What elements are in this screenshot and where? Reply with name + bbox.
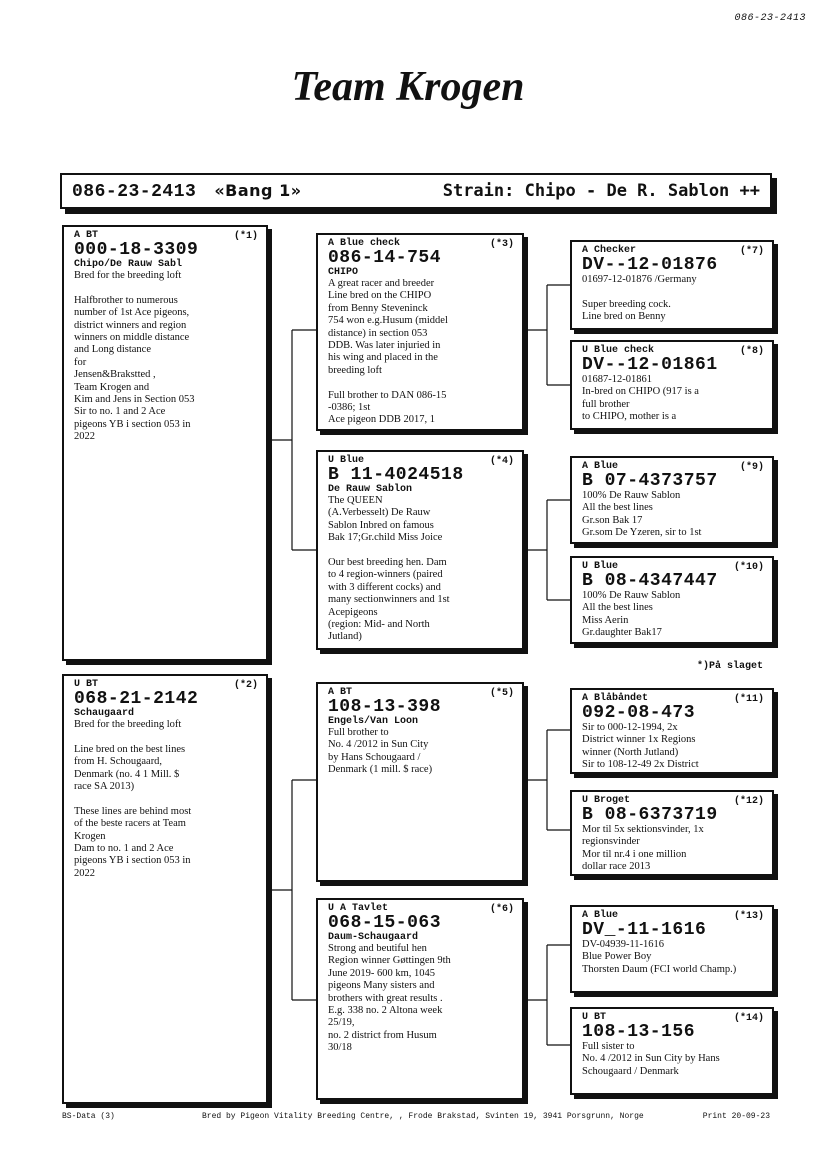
- bird-card-4: [316, 450, 524, 650]
- card-color: U Blue: [328, 455, 365, 466]
- card-position: (*12): [733, 796, 764, 807]
- card-name: Daum-Schaugaard: [328, 932, 419, 943]
- footer-breeder: Bred by Pigeon Vitality Breeding Centre, , Frode Brakstad, Svinten 19, 3941 Porsgrunn, Norge: [202, 1112, 644, 1121]
- footnote: *)På slaget: [697, 661, 764, 672]
- footer-left: BS-Data (3): [62, 1112, 115, 1121]
- bird-card-12: [570, 790, 774, 876]
- card-description: Sir to 000-12-1994, 2x District winner 1x Regions winner (North Jutland) Sir to 108-12-49 2x District: [582, 722, 699, 771]
- card-ring: B 08-6373719: [582, 805, 718, 825]
- card-description: 01697-12-01876 /Germany Super breeding cock. Line bred on Benny: [582, 274, 697, 323]
- card-position: (*13): [733, 911, 764, 922]
- card-position: (*14): [733, 1013, 764, 1024]
- document-id: 086-23-2413: [734, 13, 806, 24]
- card-ring: DV--12-01861: [582, 355, 718, 375]
- card-ring: B 08-4347447: [582, 571, 718, 591]
- card-ring: 108-13-156: [582, 1022, 696, 1042]
- card-position: (*4): [489, 456, 514, 467]
- card-description: The QUEEN (A.Verbesselt) De Rauw Sablon Inbred on famous Bak 17;Gr.child Miss Joice Our best breeding hen. Dam to 4 region-winners (paired with 3 different cocks) and many sectionwinners and 1st Acepigeons (region: Mid- and North Jutland): [328, 495, 450, 643]
- header-strain: Strain: Chipo - De R. Sablon ++: [442, 181, 760, 201]
- bird-card-dam: [62, 674, 268, 1104]
- bird-card-14: [570, 1007, 774, 1095]
- card-description: Mor til 5x sektionsvinder, 1x regionsvinder Mor til nr.4 i one million dollar race 2013: [582, 824, 704, 873]
- header-ring: 086-23-2413: [72, 182, 197, 202]
- card-description: DV-04939-11-1616 Blue Power Boy Thorsten Daum (FCI world Champ.): [582, 939, 737, 975]
- card-position: (*6): [489, 904, 514, 915]
- card-name: CHIPO: [328, 267, 359, 278]
- bird-card-11: [570, 688, 774, 774]
- card-color: U BT: [74, 679, 99, 690]
- card-ring: 092-08-473: [582, 703, 696, 723]
- card-color: A Blue: [582, 461, 619, 472]
- bird-card-7: [570, 240, 774, 330]
- card-position: (*7): [739, 246, 764, 257]
- footer-print-date: Print 20-09-23: [702, 1112, 770, 1121]
- card-position: (*1): [233, 231, 258, 242]
- card-position: (*5): [489, 688, 514, 699]
- card-name: Engels/Van Loon: [328, 716, 419, 727]
- card-description: Full brother to No. 4 /2012 in Sun City by Hans Schougaard / Denmark (1 mill. $ race): [328, 727, 433, 776]
- card-name: De Rauw Sablon: [328, 484, 413, 495]
- header-bird-name: «Bang 1»: [214, 181, 302, 200]
- bird-card-3: [316, 233, 524, 431]
- card-color: U Broget: [582, 795, 631, 806]
- card-ring: 086-14-754: [328, 248, 442, 268]
- card-position: (*8): [739, 346, 764, 357]
- card-description: A great racer and breeder Line bred on the CHIPO from Benny Steveninck 754 won e.g.Husum (middel distance) in section 053 DDB. Was later injuried in his wing and placed in the breeding loft Full brother to DAN 086-15 -0386; 1st Ace pigeon DDB 2017, 1: [328, 278, 448, 426]
- card-ring: 068-15-063: [328, 913, 442, 933]
- page-title: Team Krogen: [291, 64, 525, 110]
- bird-card-5: [316, 682, 524, 882]
- card-description: 01687-12-01861 In-bred on CHIPO (917 is a full brother to CHIPO, mother is a: [582, 374, 699, 423]
- card-ring: B 07-4373757: [582, 471, 718, 491]
- card-color: U BT: [582, 1012, 607, 1023]
- card-position: (*3): [489, 239, 514, 250]
- card-color: A Blåbåndet: [582, 693, 649, 704]
- card-color: A BT: [328, 687, 353, 698]
- bird-card-10: [570, 556, 774, 644]
- card-color: A Checker: [582, 245, 637, 256]
- card-color: U Blue check: [582, 345, 655, 356]
- card-position: (*9): [739, 462, 764, 473]
- bird-card-sire: [62, 225, 268, 661]
- bird-card-6: [316, 898, 524, 1100]
- card-ring: 108-13-398: [328, 697, 442, 717]
- card-description: Strong and beutiful hen Region winner Gøttingen 9th June 2019- 600 km, 1045 pigeons Many sisters and brothers with great results . E.g. 338 no. 2 Altona week 25/19, no. 2 district from Husum 30/18: [328, 943, 451, 1054]
- card-name: Schaugaard: [74, 708, 135, 719]
- card-color: A Blue: [582, 910, 619, 921]
- card-name: Chipo/De Rauw Sabl: [74, 259, 183, 270]
- bird-card-13: [570, 905, 774, 993]
- card-color: A Blue check: [328, 238, 401, 249]
- card-description: 100% De Rauw Sablon All the best lines Miss Aerin Gr.daughter Bak17: [582, 590, 681, 639]
- card-color: U A Tavlet: [328, 903, 389, 914]
- card-ring: 000-18-3309: [74, 240, 199, 260]
- card-description: Full sister to No. 4 /2012 in Sun City by Hans Schougaard / Denmark: [582, 1041, 720, 1077]
- card-color: A BT: [74, 230, 99, 241]
- card-description: Bred for the breeding loft Line bred on the best lines from H. Schougaard, Denmark (no. 4 1 Mill. $ race SA 2013) These lines are behind most of the beste racers at Team Krogen Dam to no. 1 and 2 Ace pigeons YB i section 053 in 2022: [74, 719, 192, 879]
- card-color: U Blue: [582, 561, 619, 572]
- card-description: 100% De Rauw Sablon All the best lines Gr.son Bak 17 Gr.som De Yzeren, sir to 1st: [582, 490, 702, 539]
- card-ring: DV--12-01876: [582, 255, 718, 275]
- card-ring: 068-21-2142: [74, 689, 199, 709]
- card-description: Bred for the breeding loft Halfbrother to numerous number of 1st Ace pigeons, district winners and region winners on middle distance and Long distance for Jensen&Brakstted , Team Krogen and Kim and Jens in Section 053 Sir to no. 1 and 2 Ace pigeons YB i section 053 in 2022: [74, 270, 195, 443]
- card-position: (*10): [733, 562, 764, 573]
- bird-card-8: [570, 340, 774, 430]
- card-ring: B 11-4024518: [328, 465, 464, 485]
- card-position: (*11): [733, 694, 764, 705]
- card-ring: DV_-11-1616: [582, 920, 707, 940]
- card-position: (*2): [233, 680, 258, 691]
- bird-card-9: [570, 456, 774, 544]
